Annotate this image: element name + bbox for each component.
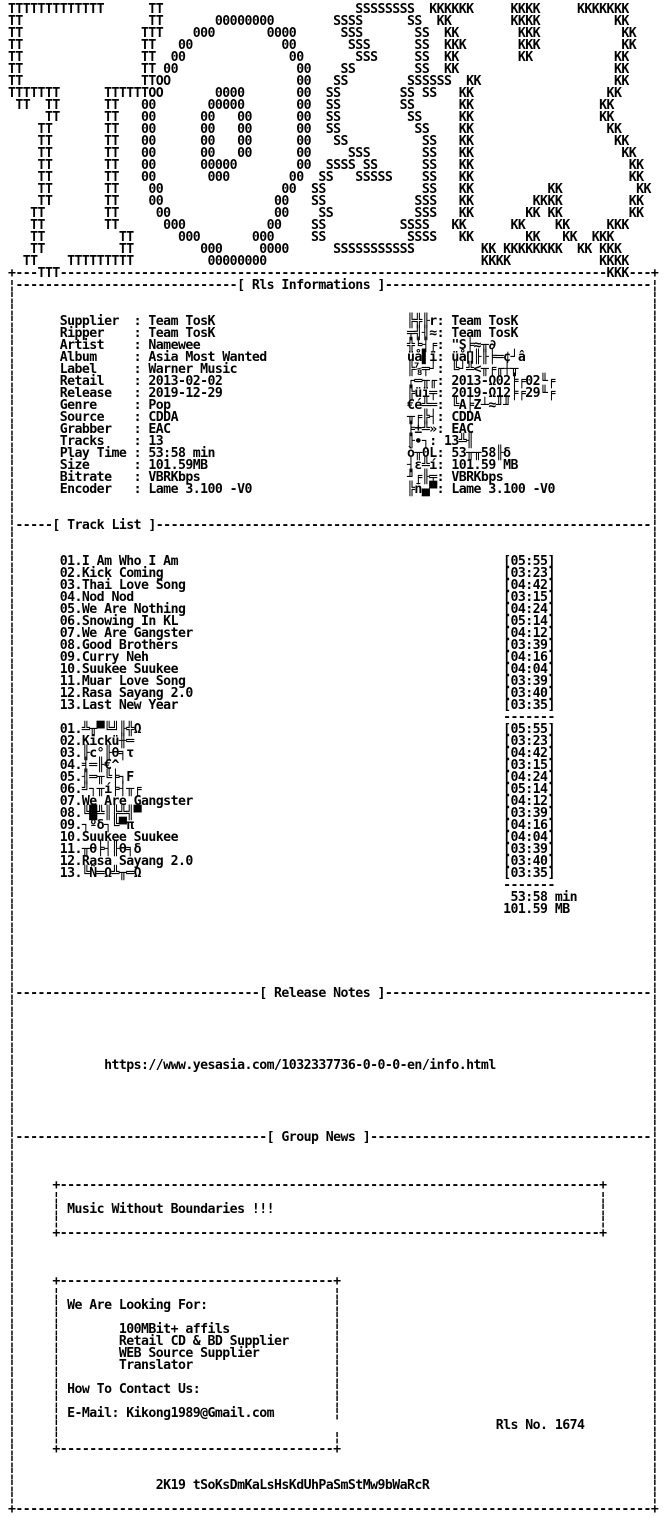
track-divider: ¦ ------- ¦ — [8, 710, 659, 725]
top-rule: +---TTT--------------------------------------------------------------------------KKK---+ — [8, 266, 659, 281]
blank-line: ¦ ¦ — [8, 302, 659, 317]
info-row-artist: ¦ Artist : Namewee ╬╘┤╒: "S╞≈╥∂ ¦ — [8, 338, 659, 353]
info-row-genre: ¦ Genre : Pop €é╩═: ╚A╞Z┴≈╜╜ ¦ — [8, 398, 659, 413]
blank-line: ¦ ¦ — [8, 1154, 659, 1169]
recruit-box-line: ¦ ¦ ¦ ¦ — [8, 1394, 659, 1409]
track-row: ¦ 12.Rasa Sayang 2.0 [03:40] ¦ — [8, 686, 659, 701]
logo-art-line: TT TT 00 00 SS SSS KK KKKK KK — [8, 194, 644, 209]
contact-title: ¦ ¦ How To Contact Us: ¦ ¦ — [8, 1382, 659, 1397]
section-title-group-news: ¦----------------------------------[ Group News ]--------------------------------------¦ — [8, 1130, 659, 1145]
recruit-box-top: ¦ +-------------------------------------+ ¦ — [8, 1274, 659, 1289]
logo-art-line: TT TTT 000 0000 SSS SS KK KKK KK — [8, 26, 637, 41]
blank-line: ¦ ¦ — [8, 1454, 659, 1469]
looking-for-item: ¦ ¦ Translator ¦ ¦ — [8, 1358, 659, 1373]
info-row-retail: ¦ Retail : 2013-02-02 ┌═╥╓: 2013-Ω02╞╒02╙╒ ¦ — [8, 374, 659, 389]
logo-art-line: TT TT 00 00 SS SS KK KK KK — [8, 182, 651, 197]
logo-art-line: TT TT 00 00 00 00 SSS SS KK KK — [8, 146, 637, 161]
logo-art-line: TT TT 000 0000 SSSSSSSSSSS KK KKKKKKKK KK KKK — [8, 242, 622, 257]
blank-line: ¦ ¦ — [8, 1466, 659, 1481]
blank-line: ¦ ¦ — [8, 926, 659, 941]
track-row-alt: ¦ 09.┐ºδ┐╚▀π [04:16] ¦ — [8, 818, 659, 833]
blank-line: ¦ ¦ — [8, 1034, 659, 1049]
track-row-alt: ¦ 02.Kickü╫═ [03:23] ¦ — [8, 734, 659, 749]
logo-art-line: TT TTOO 00 SS SSSSSS KK KK — [8, 74, 629, 89]
looking-for-item: ¦ ¦ Retail CD & BD Supplier ¦ ¦ — [8, 1334, 659, 1349]
info-row-label: ¦ Label : Warner Music ╠⅞╤┘: ╚┘╩<╥╒╓┼╥ ¦ — [8, 362, 659, 377]
blank-line: ¦ ¦ — [8, 962, 659, 977]
track-row: ¦ 11.Muar Love Song [03:39] ¦ — [8, 674, 659, 689]
track-row: ¦ 07.We Are Gangster [04:12] ¦ — [8, 626, 659, 641]
track-row: ¦ 02.Kick Coming [03:23] ¦ — [8, 566, 659, 581]
motto-box-line: ¦ ¦ ¦ ¦ — [8, 1214, 659, 1229]
track-row: ¦ 03.Thai Love Song [04:42] ¦ — [8, 578, 659, 593]
motto-box-line: ¦ ¦ ¦ ¦ — [8, 1190, 659, 1205]
info-row-album: ¦ Album : Asia Most Wanted üå▌ï: üå∏╟╟╞═¢┘â ¦ — [8, 350, 659, 365]
blank-line: ¦ ¦ — [8, 1010, 659, 1025]
blank-line: ¦ ¦ — [8, 1106, 659, 1121]
info-row-supplier: ¦ Supplier : Team TosK ╠╬╟r: Team TosK ¦ — [8, 314, 659, 329]
track-row-alt: ¦ 12.Rasa Sayang 2.0 [03:40] ¦ — [8, 854, 659, 869]
logo-art-line: TT TT 000 00 SS SSSS KK KK KK KKK — [8, 218, 629, 233]
looking-for-item: ¦ ¦ 100MBit+ affils ¦ ¦ — [8, 1322, 659, 1337]
section-title-release-notes: ¦---------------------------------[ Release Notes ]------------------------------------¦ — [8, 986, 659, 1001]
logo-art-line: TT TT 00 00 SS SS KK KK — [8, 62, 629, 77]
release-notes-url: ¦ https://www.yesasia.com/1032337736-0-0-0-en/info.html ¦ — [8, 1058, 659, 1073]
footer-tag: ¦ 2K19 tSoKsDmKaLsHsKdUhPaSmStMw9bWaRcR ¦ — [8, 1478, 659, 1493]
recruit-box-line: ¦ ¦ ¦ ¦ — [8, 1430, 659, 1445]
blank-line: ¦ ¦ — [8, 974, 659, 989]
blank-line: ¦ ¦ — [8, 1250, 659, 1265]
track-row-alt: ¦ 01.╩╥▀╚╝╟╬Ω [05:55] ¦ — [8, 722, 659, 737]
blank-line: ¦ ¦ — [8, 998, 659, 1013]
logo-art-line: TT TT 00000000 SSSS SS KK KKKK KK — [8, 14, 629, 29]
info-row-tracks: ¦ Tracks : 13 ╟∙┐: 13╩╢ ¦ — [8, 434, 659, 449]
blank-line: ¦ ¦ — [8, 1118, 659, 1133]
info-row-source: ¦ Source : CDDA ╥╒╠┤: CDDA ¦ — [8, 410, 659, 425]
info-row-ripper: ¦ Ripper : Team TosK ╤╣╢≈: Team TosK ¦ — [8, 326, 659, 341]
track-row-alt: ¦ 08.╚█╩║╠╩╣▀ [03:39] ¦ — [8, 806, 659, 821]
logo-art-line: TT TT 00 00 00 00 SS SS KK KK — [8, 134, 629, 149]
blank-line: ¦ ¦ — [8, 1238, 659, 1253]
logo-art-line: TT TT 00 00 SSS SS KKK KKK KK — [8, 38, 637, 53]
blank-line: ¦ ¦ — [8, 938, 659, 953]
track-divider: ¦ ------- ¦ — [8, 878, 659, 893]
rls-number: ¦ ¦ Rls No. 1674 ¦ — [8, 1418, 659, 1433]
track-row-alt: ¦ 10.Suukee Suukee [04:04] ¦ — [8, 830, 659, 845]
logo-art-line: TT TTTTTTTTT 00000000 KKKK KKKK — [8, 254, 629, 269]
blank-line: ¦ ¦ — [8, 1166, 659, 1181]
track-row: ¦ 01.I Am Who I Am [05:55] ¦ — [8, 554, 659, 569]
blank-line: ¦ ¦ — [8, 1082, 659, 1097]
logo-art-line: TT TT 00 000 00 SS SSSSS SS KK KK — [8, 170, 644, 185]
blank-line: ¦ ¦ — [8, 290, 659, 305]
recruit-box-line: ¦ ¦ ¦ ¦ — [8, 1370, 659, 1385]
bottom-rule: +--------------------------------------------------------------------------------------+ — [8, 1502, 659, 1517]
info-row-release: ¦ Release : 2019-12-29 ╠üï╤: 2019-Ω12╞╒29╙╒ ¦ — [8, 386, 659, 401]
logo-art-line: TT TT 00 00 SS SSS KK KK KK KK — [8, 206, 644, 221]
logo-art-line: TT TT 00 00 00 00 SS SS KK KK — [8, 110, 614, 125]
blank-line: ¦ ¦ — [8, 950, 659, 965]
motto-box-bottom: ¦ +-------------------------------------------------------------------------+ ¦ — [8, 1226, 659, 1241]
info-row-encoder: ¦ Encoder : Lame 3.100 -V0 ╠ñ▄▀: Lame 3.100 -V0 ¦ — [8, 482, 659, 497]
track-row-alt: ¦ 06.╝┐╥í╞┤╥╒ [05:14] ¦ — [8, 782, 659, 797]
recruit-box-line: ¦ ¦ ¦ ¦ — [8, 1286, 659, 1301]
track-row: ¦ 08.Good Brothers [03:39] ¦ — [8, 638, 659, 653]
blank-line: ¦ ¦ — [8, 1046, 659, 1061]
section-title-rls-info: ¦------------------------------[ Rls Informations ]------------------------------------¦ — [8, 278, 659, 293]
logo-art-line: TT TT 000 000 SS SSSS KK KK KK KKK — [8, 230, 614, 245]
total-size: ¦ 101.59 MB ¦ — [8, 902, 659, 917]
track-row: ¦ 13.Last New Year [03:35] ¦ — [8, 698, 659, 713]
contact-email: ¦ ¦ E-Mail: Kikong1989@Gmail.com ¦ ¦ — [8, 1406, 659, 1421]
track-row-alt: ¦ 05.╢═╥╚╞┐F [04:24] ¦ — [8, 770, 659, 785]
logo-art-line: TT TT TT 00 00000 00 SS SS KK KK — [8, 98, 614, 113]
track-row-alt: ¦ 11.╥θ╞┤╟θ╕δ [03:39] ¦ — [8, 842, 659, 857]
track-row-alt: ¦ 04.╡═╟€^ [03:15] ¦ — [8, 758, 659, 773]
motto-box-top: ¦ +-------------------------------------------------------------------------+ ¦ — [8, 1178, 659, 1193]
blank-line: ¦ ¦ — [8, 506, 659, 521]
track-row-alt: ¦ 03.╟c°╟θ╕τ [04:42] ¦ — [8, 746, 659, 761]
logo-art-line: TT TT 00 00000 00 SSSS SS SS KK KK — [8, 158, 644, 173]
info-row-bitrate: ¦ Bitrate : VBRKbps ╜╒╟╤: VBRKbps ¦ — [8, 470, 659, 485]
track-row: ¦ 06.Snowing In KL [05:14] ¦ — [8, 614, 659, 629]
logo-art-line: TT TT 00 00 SSS SS KK KK KK — [8, 50, 629, 65]
blank-line: ¦ ¦ — [8, 1022, 659, 1037]
logo-art-line: TTTTTTTTTTTTT TT SSSSSSSS KKKKKK KKKK KKKKKKK — [8, 2, 629, 17]
logo-art-line: TTTTTTT TTTTTTOO 0000 00 SS SS SS KK KK — [8, 86, 622, 101]
track-row-alt: ¦ 07.We Are Gangster [04:12] ¦ — [8, 794, 659, 809]
motto-text: ¦ ¦ Music Without Boundaries !!! ¦ ¦ — [8, 1202, 659, 1217]
blank-line: ¦ ¦ — [8, 914, 659, 929]
blank-line: ¦ ¦ — [8, 530, 659, 545]
blank-line: ¦ ¦ — [8, 1094, 659, 1109]
blank-line: ¦ ¦ — [8, 1262, 659, 1277]
section-title-track-list: ¦-----[ Track List ]-------------------------------------------------------------------¦ — [8, 518, 659, 533]
track-row: ¦ 10.Suukee Suukee [04:04] ¦ — [8, 662, 659, 677]
recruit-box-line: ¦ ¦ ¦ ¦ — [8, 1310, 659, 1325]
blank-line: ¦ ¦ — [8, 1070, 659, 1085]
blank-line: ¦ ¦ — [8, 494, 659, 509]
info-row-grabber: ¦ Grabber : EAC ╞±╩»: EAC ¦ — [8, 422, 659, 437]
blank-line: ¦ ¦ — [8, 542, 659, 557]
recruit-box-bottom: ¦ +-------------------------------------+ ¦ — [8, 1442, 659, 1457]
total-time: ¦ 53:58 min ¦ — [8, 890, 659, 905]
track-row: ¦ 05.We Are Nothing [04:24] ¦ — [8, 602, 659, 617]
blank-line: ¦ ¦ — [8, 1490, 659, 1505]
info-row-size: ¦ Size : 101.59MB ┤ε╩í: 101.59 MB ¦ — [8, 458, 659, 473]
logo-art-line: TT TT 00 00 00 00 SS SS KK KK — [8, 122, 622, 137]
track-row: ¦ 04.Nod Nod [03:15] ¦ — [8, 590, 659, 605]
track-row: ¦ 09.Curry Neh [04:16] ¦ — [8, 650, 659, 665]
looking-for-title: ¦ ¦ We Are Looking For: ¦ ¦ — [8, 1298, 659, 1313]
track-row-alt: ¦ 13.╚Ñ═Ω╩╥═Ω [03:35] ¦ — [8, 866, 659, 881]
blank-line: ¦ ¦ — [8, 1142, 659, 1157]
info-row-play-time: ¦ Play Time : 53:58 min ò╥0L: 53╥╥58╟δ ¦ — [8, 446, 659, 461]
looking-for-item: ¦ ¦ WEB Source Supplier ¦ ¦ — [8, 1346, 659, 1361]
